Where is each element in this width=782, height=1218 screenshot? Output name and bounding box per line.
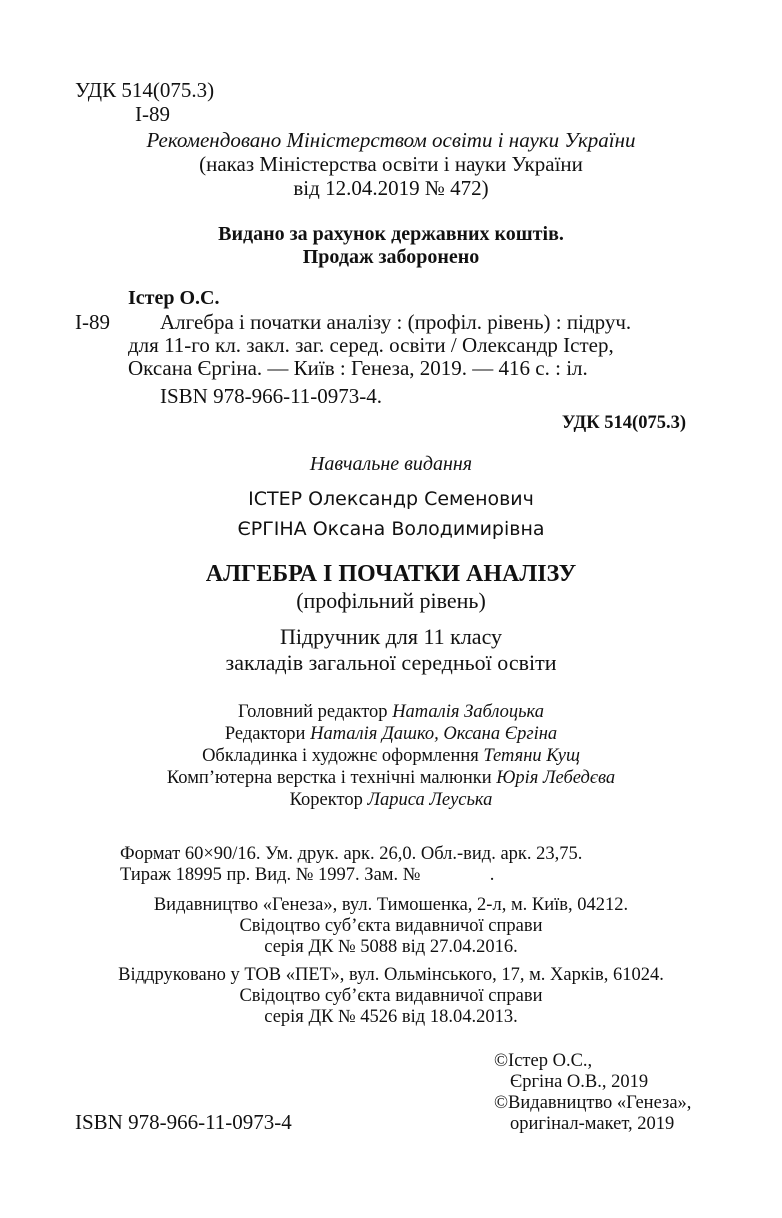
- funding-line-1: Видано за рахунок державних коштів.: [218, 223, 564, 245]
- book-subtitle: (профільний рівень): [296, 588, 486, 613]
- book-description-1: Підручник для 11 класу: [279, 624, 503, 649]
- publisher-line-1: Видавництво «Генеза», вул. Тимошенка, 2-л, м. Київ, 04212.: [153, 895, 629, 915]
- catalog-cutter: І-89: [75, 310, 110, 334]
- catalog-line-1: Алгебра і початки аналізу : (профіл. рівень) : підруч.: [160, 310, 632, 334]
- copyright-line-2: Єргіна О.В., 2019: [510, 1072, 649, 1092]
- recommendation-line-1: Рекомендовано Міністерством освіти і науки України: [146, 128, 636, 152]
- recommendation-line-3: від 12.04.2019 № 472): [293, 176, 489, 200]
- credit-layout: Комп’ютерна верстка і технічні малюнки Юрія Лебедєва: [166, 768, 616, 788]
- credit-cover-design: Обкладинка і художнє оформлення Тетяни Кущ: [202, 746, 580, 766]
- catalog-author: Істер О.С.: [128, 287, 220, 309]
- udk-cutter: І-89: [135, 102, 170, 126]
- publisher-line-2: Свідоцтво суб’єкта видавничої справи: [239, 916, 543, 936]
- format-line-1: Формат 60×90/16. Ум. друк. арк. 26,0. Обл.-вид. арк. 23,75.: [120, 844, 583, 864]
- publisher-line-3: серія ДК № 5088 від 27.04.2016.: [264, 937, 518, 957]
- udk-code: УДК 514(075.3): [75, 78, 215, 102]
- printer-line-2: Свідоцтво суб’єкта видавничої справи: [239, 986, 543, 1006]
- printer-line-1: Віддруковано у ТОВ «ПЕТ», вул. Ольмінського, 17, м. Харків, 61024.: [118, 965, 664, 985]
- credit-chief-editor: Головний редактор Наталія Заблоцька: [238, 702, 544, 722]
- funding-line-2: Продаж заборонено: [302, 246, 480, 268]
- copyright-line-1: ©Істер О.С.,: [494, 1051, 593, 1071]
- format-line-2: Тираж 18995 пр. Вид. № 1997. Зам. № .: [120, 865, 495, 885]
- copyright-line-4: оригінал-макет, 2019: [510, 1114, 675, 1134]
- book-title: АЛГЕБРА І ПОЧАТКИ АНАЛІЗУ: [205, 561, 577, 587]
- catalog-line-2: для 11-го кл. закл. заг. серед. освіти / Олександр Істер,: [128, 333, 614, 357]
- catalog-udk: УДК 514(075.3): [561, 413, 686, 433]
- book-description-2: закладів загальної середньої освіти: [225, 650, 557, 675]
- recommendation-line-2: (наказ Міністерства освіти і науки України: [199, 152, 583, 176]
- credit-editors: Редактори Наталія Дашко, Оксана Єргіна: [224, 724, 558, 744]
- edition-author-2: ЄРГІНА Оксана Володимирівна: [237, 518, 545, 540]
- catalog-line-3: Оксана Єргіна. — Київ : Генеза, 2019. — 416 с. : іл.: [128, 356, 588, 380]
- copyright-line-3: ©Видавництво «Генеза»,: [494, 1093, 692, 1113]
- edition-type: Навчальне видання: [309, 453, 473, 475]
- isbn-bottom: ISBN 978-966-11-0973-4: [75, 1110, 292, 1134]
- edition-author-1: ІСТЕР Олександр Семенович: [248, 488, 534, 510]
- credit-proofreader: Коректор Лариса Леуська: [289, 790, 493, 810]
- catalog-isbn: ISBN 978-966-11-0973-4.: [160, 384, 383, 408]
- printer-line-3: серія ДК № 4526 від 18.04.2013.: [264, 1007, 518, 1027]
